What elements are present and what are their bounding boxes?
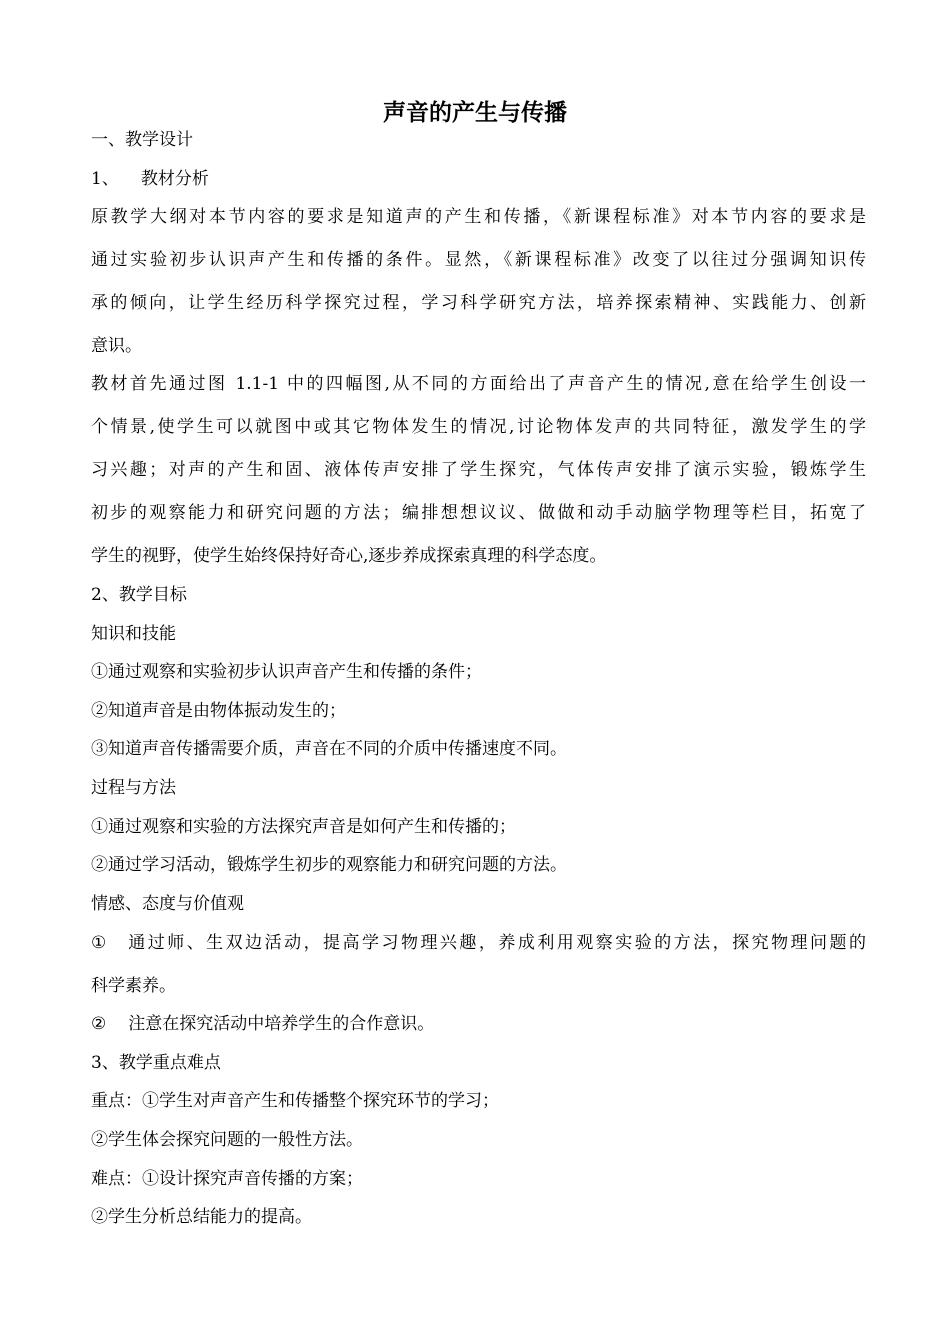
emotion-item-2 <box>91 1013 866 1035</box>
subsection-heading-teaching-goals: 2、教学目标 <box>91 585 187 605</box>
paragraph-1-line-4: 意识。 <box>91 336 142 356</box>
goal-heading-knowledge: 知识和技能 <box>91 624 176 644</box>
emotion-item-1-number: ① <box>91 933 107 953</box>
paragraph-2-line-2: 个情景,使学生可以就图中或其它物体发生的情况,讨论物体发声的共同特征，激发学生的学 <box>91 417 866 437</box>
paragraph-1-line-3: 承的倾向，让学生经历科学探究过程，学习科学研究方法，培养探索精神、实践能力、创新 <box>91 293 866 313</box>
key-point-1: 重点：①学生对声音产生和传播整个探究环节的学习； <box>91 1091 499 1111</box>
process-item-2: ②通过学习活动，锻炼学生初步的观察能力和研究问题的方法。 <box>91 855 567 875</box>
section-heading-teaching-design: 一、教学设计 <box>91 130 193 150</box>
difficult-point-1: 难点：①设计探究声音传播的方案； <box>91 1169 363 1189</box>
subsection-heading-key-points: 3、教学重点难点 <box>91 1053 221 1073</box>
goal-heading-process: 过程与方法 <box>91 778 176 798</box>
emotion-item-1 <box>91 932 866 954</box>
knowledge-item-1: ①通过观察和实验初步认识声音产生和传播的条件； <box>91 662 482 682</box>
knowledge-item-2: ②知道声音是由物体振动发生的； <box>91 701 346 721</box>
subsection-heading-textbook-analysis <box>91 168 866 190</box>
paragraph-2-line-3: 习兴趣；对声的产生和固、液体传声安排了学生探究，气体传声安排了演示实验，锻炼学生 <box>91 460 866 480</box>
paragraph-2-line-4: 初步的观察能力和研究问题的方法；编排想想议议、做做和动手动脑学物理等栏目，拓宽了 <box>91 503 866 523</box>
process-item-1: ①通过观察和实验的方法探究声音是如何产生和传播的； <box>91 817 516 837</box>
subsection-number: 1、 <box>91 169 119 189</box>
emotion-item-2-number: ② <box>91 1014 107 1034</box>
paragraph-2-line-1: 教材首先通过图 1.1-1 中的四幅图,从不同的方面给出了声音产生的情况,意在给学生创设一 <box>91 374 866 394</box>
key-point-2: ②学生体会探究问题的一般性方法。 <box>91 1130 363 1150</box>
emotion-item-1-continuation: 科学素养。 <box>91 976 176 996</box>
emotion-item-2-text: 注意在探究活动中培养学生的合作意识。 <box>128 1014 435 1034</box>
difficult-point-2: ②学生分析总结能力的提高。 <box>91 1207 312 1227</box>
goal-heading-emotion: 情感、态度与价值观 <box>91 894 244 914</box>
subsection-label: 教材分析 <box>140 169 209 189</box>
knowledge-item-3: ③知道声音传播需要介质，声音在不同的介质中传播速度不同。 <box>91 739 567 759</box>
paragraph-1-line-1: 原教学大纲对本节内容的要求是知道声的产生和传播，《新课程标准》对本节内容的要求是 <box>91 207 866 227</box>
paragraph-2-line-5: 学生的视野，使学生始终保持好奇心,逐步养成探索真理的科学态度。 <box>91 546 607 566</box>
paragraph-1-line-2: 通过实验初步认识声产生和传播的条件。显然，《新课程标准》改变了以往过分强调知识传 <box>91 250 866 270</box>
document-title: 声音的产生与传播 <box>383 100 567 126</box>
emotion-item-1-text: 通过师、生双边活动，提高学习物理兴趣，养成利用观察实验的方法，探究物理问题的 <box>128 933 866 953</box>
